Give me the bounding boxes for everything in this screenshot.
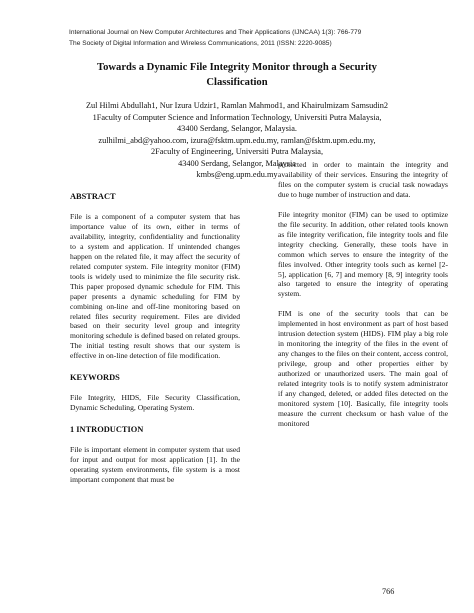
affiliation-1-city: 43400 Serdang, Selangor, Malaysia. [177,124,297,133]
journal-header-line2: The Society of Digital Information and Wireless Communications, 2011 (ISSN: 2220-9085) [69,40,332,47]
paragraph-fim-definition: File integrity monitor (FIM) can be used to optimize the file security. In addition, other related tools known as file integrity verification, file integrity tools and file integrity checking. Generally, these tools have in common which serves to ensure the integrity of the files involved. Other integrity tools such as kernel [2-5], application [6, 7] and memory [8, 9] integrity tools also targeted to ensure the integrity of operating system. [278,209,448,299]
right-column [278,160,448,429]
affiliation-2: 2Faculty of Engineering, Universiti Putra Malaysia, [150,147,324,156]
affiliation-1: 1Faculty of Computer Science and Information Technology, Universiti Putra Malaysia, [92,112,382,122]
introduction-heading: 1 INTRODUCTION [70,425,144,435]
left-column [70,192,240,485]
paragraph-fim-role: FIM is one of the security tools that can be implemented in host environment as part of host based intrusion detection system (HIDS). FIM play a big role in monitoring the integrity of the files in the event of any changes to the files on their content, access control, privilege, group and other properties either by authorized or unauthorized users. The main goal of related integrity tools is to notify system administrator if any changed, deleted, or added files detected on the monitored system [10]. Basically, file integrity tools measure the current checksum or hash value of the monitored [278,309,448,428]
paper-title-line2: Classification [206,77,268,88]
introduction-text: File is important element in computer system that used for input and output for most application [1]. In the operating system environments, file system is a most important component that must be [70,445,240,485]
paper-title-line1: Towards a Dynamic File Integrity Monitor through a Security [97,62,377,73]
author-email-2: kmbs@eng.upm.edu.my [196,170,278,179]
keywords-heading: KEYWORDS [70,373,120,383]
author-emails-1: zulhilmi_abd@yahoo.com, izura@fsktm.upm.edu.my, ramlan@fsktm.upm.edu.my, [98,135,376,145]
page-number: 766 [382,587,395,596]
abstract-heading: ABSTRACT [70,192,116,201]
paragraph-continuation: protected in order to maintain the integrity and availability of their services. Ensuring the integrity of files on the computer system is crucial task nowadays due to huge number of instruction and data. [278,160,448,199]
journal-header-line1: International Journal on New Computer Architectures and Their Applications (IJNCAA) 1(3): 766-779 [69,29,362,36]
affiliation-2-city: 43400 Serdang, Selangor, Malaysia [178,158,296,168]
keywords-text: File Integrity, HIDS, File Security Classification, Dynamic Scheduling, Operating System. [70,393,240,413]
journal-header [69,27,459,49]
author-names: Zul Hilmi Abdullah1, Nur Izura Udzir1, Ramlan Mahmod1, and Khairulmizam Samsudin2 [85,101,389,110]
paper-title [60,60,414,90]
abstract-text: File is a component of a computer system that has importance value of its own, either in terms of availability, integrity, confidentiality and functionality to a system and application. If unintended changes happen on the related file, it may affect the security of related computer system. File integrity monitor (FIM) tools is widely used to minimize the file security risk. This paper proposed dynamic schedule for FIM. This paper presents a dynamic scheduling for FIM by combining on-line and off-line monitoring based on related files security requirement. Files are divided based on their security level group and integrity monitoring schedule is defined based on related groups. The initial testing result shows that our system is effective in on-line detection of file modification. [70,212,240,361]
